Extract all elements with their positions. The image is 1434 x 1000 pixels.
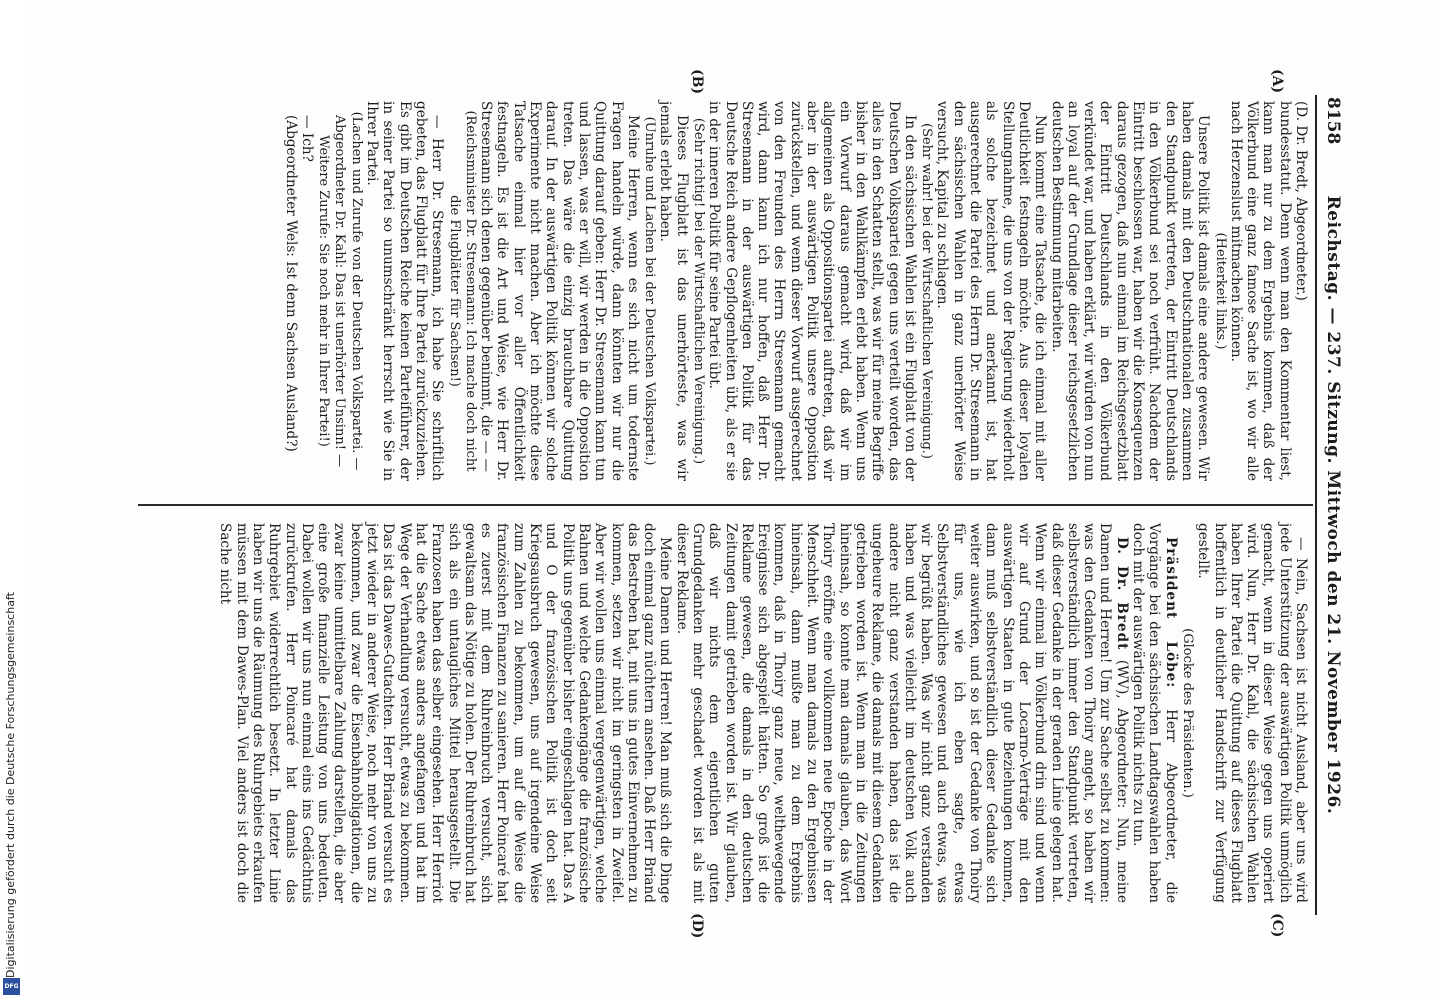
- dfg-logo: DFG: [3, 978, 20, 995]
- rotated-sheet: [130, 69, 1345, 939]
- stage-direction: (Sehr wahr! bei der Wirtschaftlichen Vereinigung.): [919, 123, 935, 459]
- scanned-page: [25, 0, 1434, 1000]
- stage-direction: (Sehr richtig! bei der Wirtschaftlichen Vereinigung.): [691, 117, 707, 465]
- paragraph: Meine Damen und Herren! Man muß sich die Dinge doch einmal ganz nüchtern ansehen. Daß Herr Briand das Bestreben hat, mit uns in gutes Einvernehmen zu kommen, setzen wir nicht im geringsten in Zweifel. Aber wir wollen uns einmal vergegenwärtigen, welche Bahnen und welche Gedankengänge die französische Politik uns gegenüber bisher eingeschlagen hat. Das A und O der französischen Politik ist doch seit Kriegsausbruch gewesen, uns auf irgendeine Weise zum Zahlen zu bekommen, um auf die Weise die französischen Finanzen zu sanieren. Herr Poincaré hat es zuerst mit dem Ruhreinbruch versucht, sich gewaltsam das Nötige zu holen. Der Ruhreinbruch hat sich als ein untaugliches Mittel herausgestellt. Die Franzosen haben das selber eingesehen. Herr Herriot hat die Sache etwas anders angefangen und hat im Wege der Verhandlung versucht, etwas zu bekommen. Das ist das Dawes-Gutachten. Herr Briand versucht es jetzt wieder in anderer Weise, noch mehr von uns zu bekommen, und zwar die Eisenbahnobligationen, die zwar keine unmittelbare Zahlung darstellen, die aber eine große finanzielle Leistung von uns bedeuten. Dabei wollen wir uns nun einmal eins ins Gedächtnis zurückrufen. Herr Poincaré hat damals das Ruhrgebiet widerrechtlich besetzt. In letzter Linie haben wir uns die Räumung des Ruhrgebiets erkaufen müssen mit dem Dawes-Plan. Viel anders ist doch die Sache nicht: [217, 523, 674, 903]
- paragraph: [673, 523, 1129, 903]
- page-number: 8158: [1323, 97, 1343, 145]
- paragraph: — Nein, Sachsen ist nicht Ausland, aber uns wird jede Unterstützung der auswärtigen Politik unmöglich gemacht, wenn in dieser Weise gegen uns operiert wird. Nun, Herr Dr. Kahl, die sächsischen Wahlen haben Ihrer Partei die Quittung auf dieses Flugblatt hoffentlich in deutlicher Handschrift zur Verfügung gestellt.: [1195, 523, 1309, 903]
- stage-direction: (Glocke des Präsidenten.): [1179, 628, 1195, 798]
- speaker-name: Präsident Löbe:: [1162, 537, 1179, 689]
- stage-direction: (Unruhe und Lachen bei der Deutschen Volkspartei.): [642, 116, 658, 466]
- column-divider: [138, 504, 1313, 506]
- speaker-name: D. Dr. Bredt: [1113, 537, 1130, 651]
- left-column: [282, 101, 1309, 481]
- paragraph: Dieses Flugblatt ist das unerhörteste, was wir jemals erlebt haben.: [657, 101, 690, 481]
- paragraph: Nun kommt eine Tatsache, die ich einmal mit aller Deutlichkeit festnageln möchte. Aus dieser loyalen Stellungnahme, die uns von der Regierung wiederholt als solche bezeichnet und anerkannt ist, hat ausgerechnet die Partei des Herrn Dr. Stresemann in den sächsischen Wahlen in ganz unerhörter Weise versucht, Kapital zu schlagen.: [934, 101, 1049, 481]
- page-header: [1315, 95, 1345, 915]
- margin-marker-c: (C): [1269, 913, 1285, 938]
- paragraph: — Herr Dr. Stresemann, ich habe Sie schriftlich gebeten, das Flugblatt für Ihre Partei zurückzuziehen. Es gibt im Deutschen Reiche keinen Parteiführer, der in seiner Partei so unumschränkt herrscht wie Sie in Ihrer Partei.: [364, 101, 446, 481]
- paragraph: [1130, 523, 1179, 903]
- margin-marker-a: (A): [1269, 69, 1285, 94]
- right-column: [217, 523, 1309, 903]
- page-title: Reichstag. — 237. Sitzung. Mittwoch den 21. November 1926.: [1323, 195, 1343, 815]
- paragraph: Meine Herren, wenn es sich nicht um todernste Fragen handeln würde, dann könnten wir nur die Quittung darauf geben: Herr Dr. Stresemann kann tun und lassen, was er will, wir werden in die Opposition treten. Das wäre die einzig brauchbare Quittung darauf. In der auswärtigen Politik können wir solche Experimente nicht machen. Aber ich möchte diese Tatsache einmal hier vor aller Öffentlichkeit festnageln. Es ist die Art und Weise, wie Herr Dr. Stresemann sich denen gegenüber benimmt, die — —: [478, 101, 641, 481]
- paragraph: — Ich?: [298, 115, 315, 162]
- paragraph: bundesstatut. Denn wenn man den Kommentar liest, kann man nur zu dem Ergebnis kommen, daß der Völkerbund eine ganz famose Sache ist, wo wir alle nach Herzenslust mitmachen können.: [1227, 101, 1293, 481]
- stage-direction: (Lachen und Zurufe von der Deutschen Volkspartei. — Abgeordneter Dr. Kahl: Das ist unerhörter Unsinn! — Weitere Zurufe: Sie noch mehr in Ihrer Partei!): [316, 111, 364, 471]
- stage-direction: (Heiterkeit links.): [1212, 232, 1228, 350]
- paragraph: Unsere Politik ist damals eine andere gewesen. Wir haben damals mit den Deutschnationalen zusammen den Standpunkt vertreten, der Eintritt Deutschlands in den Völkerbund sei noch verfrüht. Nachdem der Eintritt beschlossen war, haben wir die Konsequenzen daraus gezogen, daß nun einmal im Reichsgesetzblatt der Eintritt Deutschlands in den Völkerbund verkündet war, und haben erklärt, wir würden von nun an loyal auf der Grundlage dieser reichsgesetzlichen deutschen Bestimmung mitarbeiten.: [1048, 101, 1212, 481]
- speaker-continuation: (D. Dr. Bredt, Abgeordneter.): [1293, 101, 1309, 301]
- paragraph: (Abgeordneter Wels: Ist denn Sachsen Ausland?): [282, 115, 299, 452]
- stage-direction: (Reichsminister Dr. Stresemann: Ich mache doch nicht die Flugblätter für Sachsen!): [446, 110, 478, 472]
- margin-marker-d: (D): [689, 913, 705, 939]
- paragraph: In den sächsischen Wahlen ist ein Flugblatt von der Deutschen Volkspartei gegen uns verteilt worden, das alles in den Schatten stellt, was wir für meine Begriffe bisher in den Wahlkämpfen erlebt haben. Wenn uns ein Vorwurf daraus gemacht wird, daß wir im allgemeinen als Oppositionspartei auftreten, daß wir aber in der auswärtigen Politik unsere Opposition zurückstellen, und wenn dieser Vorwurf ausgerechnet von den Freunden des Herrn Stresemann gemacht wird, dann kann ich nur hoffen, daß Herr Dr. Stresemann in der auswärtigen Politik für das Deutsche Reich andere Gepflogenheiten übt, als er sie in der inneren Politik für seine Partei übt.: [706, 101, 918, 481]
- margin-marker-b: (B): [689, 69, 705, 95]
- credit-text: Digitalisierung gefördert durch die Deutsche Forschungsgemeinschaft: [4, 592, 17, 978]
- speech-text: (WV), Abgeordneter: Nun, meine Damen und Herren! Um zur Sache selbst zu kommen: was den Gedanken von Thoiry angeht, so haben wir selbstverständlich immer den Standpunkt vertreten, daß dieser Gedanke in der geraden Linie gelegen hat. Wenn wir einmal im Völkerbund drin sind und wenn wir auf Grund der Locarno-Verträge mit den auswärtigen Staaten in gute Beziehungen kommen, dann muß selbstverständlich dieser Gedanke sich weiter auswirken, und so ist der Gedanke von Thoiry für uns, wie ich eben sagte, etwas Selbstverständliches gewesen und auch etwas, was wir begrüßt haben. Was wir nicht ganz verstanden haben und was vielleicht im deutschen Volk auch andere nicht ganz verstanden haben, das ist die ungeheure Reklame, die damals mit diesem Gedanken getrieben worden ist. Wenn man in die Zeitungen hineinsah, so konnte man damals glauben, das Wort Thoiry eröffne eine vollkommen neue Epoche in der Menschheit. Wenn man damals zu den Ergebnissen hineinsah, dann mußte man zu dem Ergebnis kommen, daß in Thoiry ganz neue, welthewegende Ereignisse sich abgespielt hätten. So groß ist die Reklame gewesen, die damals in den deutschen Zeitungen damit getrieben worden ist. Wir glauben, daß wir nichts dem eigentlichen guten Grundgedanken mehr geschadet worden ist als mit dieser Reklame.: [673, 523, 1130, 903]
- credit-strip: [0, 0, 24, 1000]
- speech-text: Herr Abgeordneter, die Vorgänge bei den sächsischen Landtagswahlen haben doch mit der auswärtigen Politik nichts zu tun.: [1130, 523, 1179, 903]
